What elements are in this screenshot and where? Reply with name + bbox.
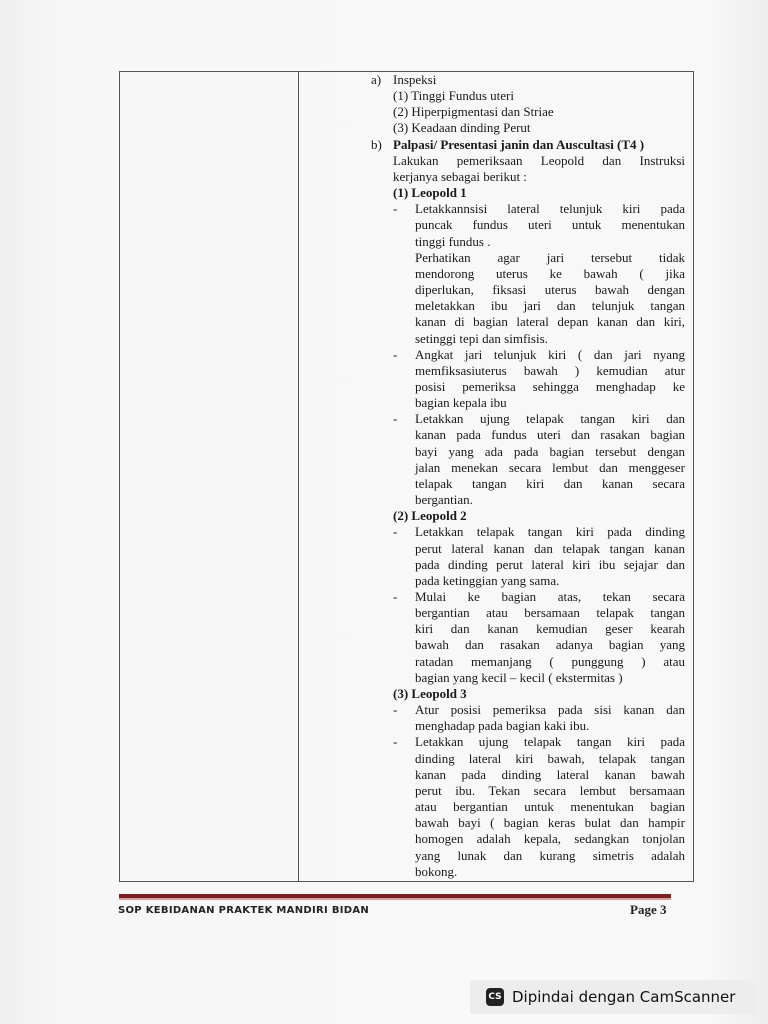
leopold2-line-text: perut lateral kanan dan telapak tangan kanan bbox=[415, 540, 685, 556]
leopold2-line-text: Mulai ke bagian atas, tekan secara bbox=[415, 589, 685, 604]
leopold1-line-text: Letakkan ujung telapak tangan kiri dan bbox=[415, 411, 685, 427]
leopold1-line-text: bergantian. bbox=[415, 492, 473, 508]
section-b-intro-text: kerjanya sebagai berikut : bbox=[393, 168, 527, 184]
procedure-content bbox=[371, 72, 685, 880]
leopold2-line-text: kiri dan kanan kemudian geser kearah bbox=[415, 621, 685, 637]
leopold3-line-text: kanan pada dinding lateral kanan bawah bbox=[415, 766, 685, 782]
page-number: Page 3 bbox=[630, 902, 667, 917]
leopold1-line bbox=[371, 298, 685, 314]
leopold2-line bbox=[371, 589, 685, 605]
leopold3-line-text: bawah bayi ( bagian keras bulat dan hampir bbox=[415, 815, 685, 831]
section-a-title-text: Inspeksi bbox=[393, 72, 437, 87]
leopold3-line-text: Atur posisi pemeriksa pada sisi kanan dan bbox=[415, 702, 685, 718]
leopold1-line bbox=[371, 282, 685, 298]
leopold3-title bbox=[371, 686, 685, 702]
leopold1-line-text: Angkat jari telunjuk kiri ( dan jari nyang bbox=[415, 346, 685, 362]
leopold1-line bbox=[371, 460, 685, 476]
leopold3-line-text: atau bergantian untuk menentukan bagian bbox=[415, 799, 685, 815]
camscanner-label: Dipindai dengan CamScanner bbox=[512, 988, 736, 1006]
leopold2-title-text: (2) Leopold 2 bbox=[393, 508, 467, 524]
leopold2-line-text: ratadan memanjang ( punggung ) atau bbox=[415, 653, 685, 669]
leopold2-line bbox=[371, 541, 685, 557]
leopold1-line bbox=[371, 201, 685, 217]
camscanner-watermark bbox=[470, 980, 756, 1014]
leopold3-line bbox=[371, 848, 685, 864]
leopold1-line-text: diperlukan, fiksasi uterus bawah dengan bbox=[415, 282, 685, 298]
leopold3-line-text: bokong. bbox=[415, 863, 458, 879]
inspection-item-text: (1) Tinggi Fundus uteri bbox=[393, 88, 514, 104]
leopold1-line bbox=[371, 347, 685, 363]
section-b-intro-text: Lakukan pemeriksaan Leopold dan Instruksi bbox=[393, 152, 685, 168]
leopold1-line bbox=[371, 266, 685, 282]
leopold1-title bbox=[371, 185, 685, 201]
leopold2-line-text: bagian yang kecil – kecil ( ekstermitas ) bbox=[415, 669, 623, 685]
leopold1-line-text: bagian kepala ibu bbox=[415, 395, 507, 411]
leopold2-line bbox=[371, 605, 685, 621]
leopold3-line bbox=[371, 815, 685, 831]
leopold2-title bbox=[371, 508, 685, 524]
section-b-label: b) bbox=[371, 136, 382, 152]
leopold3-line-text: yang lunak dan kurang simetris adalah bbox=[415, 847, 685, 863]
leopold3-line bbox=[371, 783, 685, 799]
leopold1-line-text: kanan pada fundus uteri dan rasakan bagian bbox=[415, 427, 685, 443]
leopold2-line bbox=[371, 621, 685, 637]
leopold1-title-text: (1) Leopold 1 bbox=[393, 185, 467, 201]
footer-title: SOP KEBIDANAN PRAKTEK MANDIRI BIDAN bbox=[118, 905, 370, 916]
leopold1-line-text: bayi yang ada pada bagian tersebut dengan bbox=[415, 443, 685, 459]
leopold1-line bbox=[371, 492, 685, 508]
bullet-dash: - bbox=[393, 411, 398, 427]
leopold3-line bbox=[371, 702, 685, 718]
table-left-column bbox=[120, 72, 299, 881]
leopold1-line-text: puncak fundus uteri untuk menentukan bbox=[415, 217, 685, 233]
section-b-title-text: Palpasi/ Presentasi janin dan Auscultasi (T4 ) bbox=[393, 136, 645, 152]
section-b-intro bbox=[371, 169, 685, 185]
bullet-dash: - bbox=[393, 201, 398, 217]
leopold1-line-text: kanan di bagian lateral depan kanan dan kiri, bbox=[415, 314, 685, 330]
leopold2-line-text: pada ketinggian yang sama. bbox=[415, 572, 560, 588]
section-a-title bbox=[371, 72, 685, 88]
leopold2-line-text: bawah dan rasakan adanya bagian yang bbox=[415, 637, 685, 653]
leopold1-line bbox=[371, 395, 685, 411]
leopold1-line bbox=[371, 379, 685, 395]
leopold3-line-text: menghadap pada bagian kaki ibu. bbox=[415, 718, 590, 734]
leopold1-line-text: setinggi tepi dan simfisis. bbox=[415, 330, 548, 346]
leopold2-line bbox=[371, 524, 685, 540]
leopold1-line-text: telapak tangan kiri dan kanan secara bbox=[415, 475, 685, 491]
leopold2-line bbox=[371, 654, 685, 670]
inspection-item-text: (3) Keadaan dinding Perut bbox=[393, 120, 531, 136]
leopold1-line bbox=[371, 427, 685, 443]
leopold2-line-text: bergantian atau bersamaan telapak tangan bbox=[415, 605, 685, 621]
leopold3-line bbox=[371, 767, 685, 783]
leopold1-line-text: jalan menekan secara lembut dan menggeser bbox=[415, 459, 685, 475]
leopold2-line-text: Letakkan telapak tangan kiri pada dinding bbox=[415, 524, 685, 540]
leopold1-line-text: memfiksasiuterus bawah ) kemudian atur bbox=[415, 362, 685, 378]
bullet-dash: - bbox=[393, 524, 398, 540]
bullet-dash: - bbox=[393, 702, 398, 718]
leopold3-line-text: dinding lateral kiri bawah, telapak tangan bbox=[415, 750, 685, 766]
leopold3-line bbox=[371, 864, 685, 880]
leopold1-line bbox=[371, 476, 685, 492]
bullet-dash: - bbox=[393, 734, 398, 750]
leopold1-line-text: meletakkan ibu jari dan telunjuk tangan bbox=[415, 298, 685, 314]
leopold1-line-text: tinggi fundus . bbox=[415, 233, 491, 249]
leopold1-line-text: Letakkannsisi lateral telunjuk kiri pada bbox=[415, 201, 685, 217]
leopold3-line bbox=[371, 734, 685, 750]
leopold1-line bbox=[371, 234, 685, 250]
footer-rule bbox=[119, 894, 671, 898]
leopold2-line bbox=[371, 573, 685, 589]
inspection-item bbox=[371, 120, 685, 136]
leopold3-line-text: perut ibu. Tekan secara lembut bersamaan bbox=[415, 782, 685, 798]
section-b-intro bbox=[371, 153, 685, 169]
leopold3-line-text: homogen adalah kepala, sedangkan tonjolan bbox=[415, 831, 685, 847]
inspection-item bbox=[371, 88, 685, 104]
leopold3-line bbox=[371, 718, 685, 734]
bullet-dash: - bbox=[393, 589, 398, 604]
bullet-dash: - bbox=[393, 346, 398, 362]
leopold1-line bbox=[371, 217, 685, 233]
leopold2-line-text: pada dinding perut lateral kiri ibu sejajar dan bbox=[415, 556, 685, 572]
section-a-label: a) bbox=[371, 72, 382, 87]
leopold1-line-text: posisi pemeriksa sehingga menghadap ke bbox=[415, 378, 685, 394]
leopold1-line bbox=[371, 250, 685, 266]
leopold1-line bbox=[371, 331, 685, 347]
camscanner-icon: CS bbox=[486, 988, 504, 1006]
leopold1-line bbox=[371, 314, 685, 330]
leopold2-line bbox=[371, 637, 685, 653]
inspection-item-text: (2) Hiperpigmentasi dan Striae bbox=[393, 104, 554, 120]
leopold1-line bbox=[371, 363, 685, 379]
leopold1-line-text: mendorong uterus ke bawah ( jika bbox=[415, 265, 685, 281]
leopold3-line-text: Letakkan ujung telapak tangan kiri pada bbox=[415, 734, 685, 750]
leopold3-line bbox=[371, 831, 685, 847]
leopold1-line-text: Perhatikan agar jari tersebut tidak bbox=[415, 249, 685, 265]
leopold3-line bbox=[371, 799, 685, 815]
leopold3-title-text: (3) Leopold 3 bbox=[393, 685, 467, 701]
leopold1-line bbox=[371, 444, 685, 460]
leopold3-line bbox=[371, 751, 685, 767]
inspection-item bbox=[371, 104, 685, 120]
leopold1-line bbox=[371, 411, 685, 427]
section-b-title bbox=[371, 137, 685, 153]
leopold2-line bbox=[371, 670, 685, 686]
leopold2-line bbox=[371, 557, 685, 573]
